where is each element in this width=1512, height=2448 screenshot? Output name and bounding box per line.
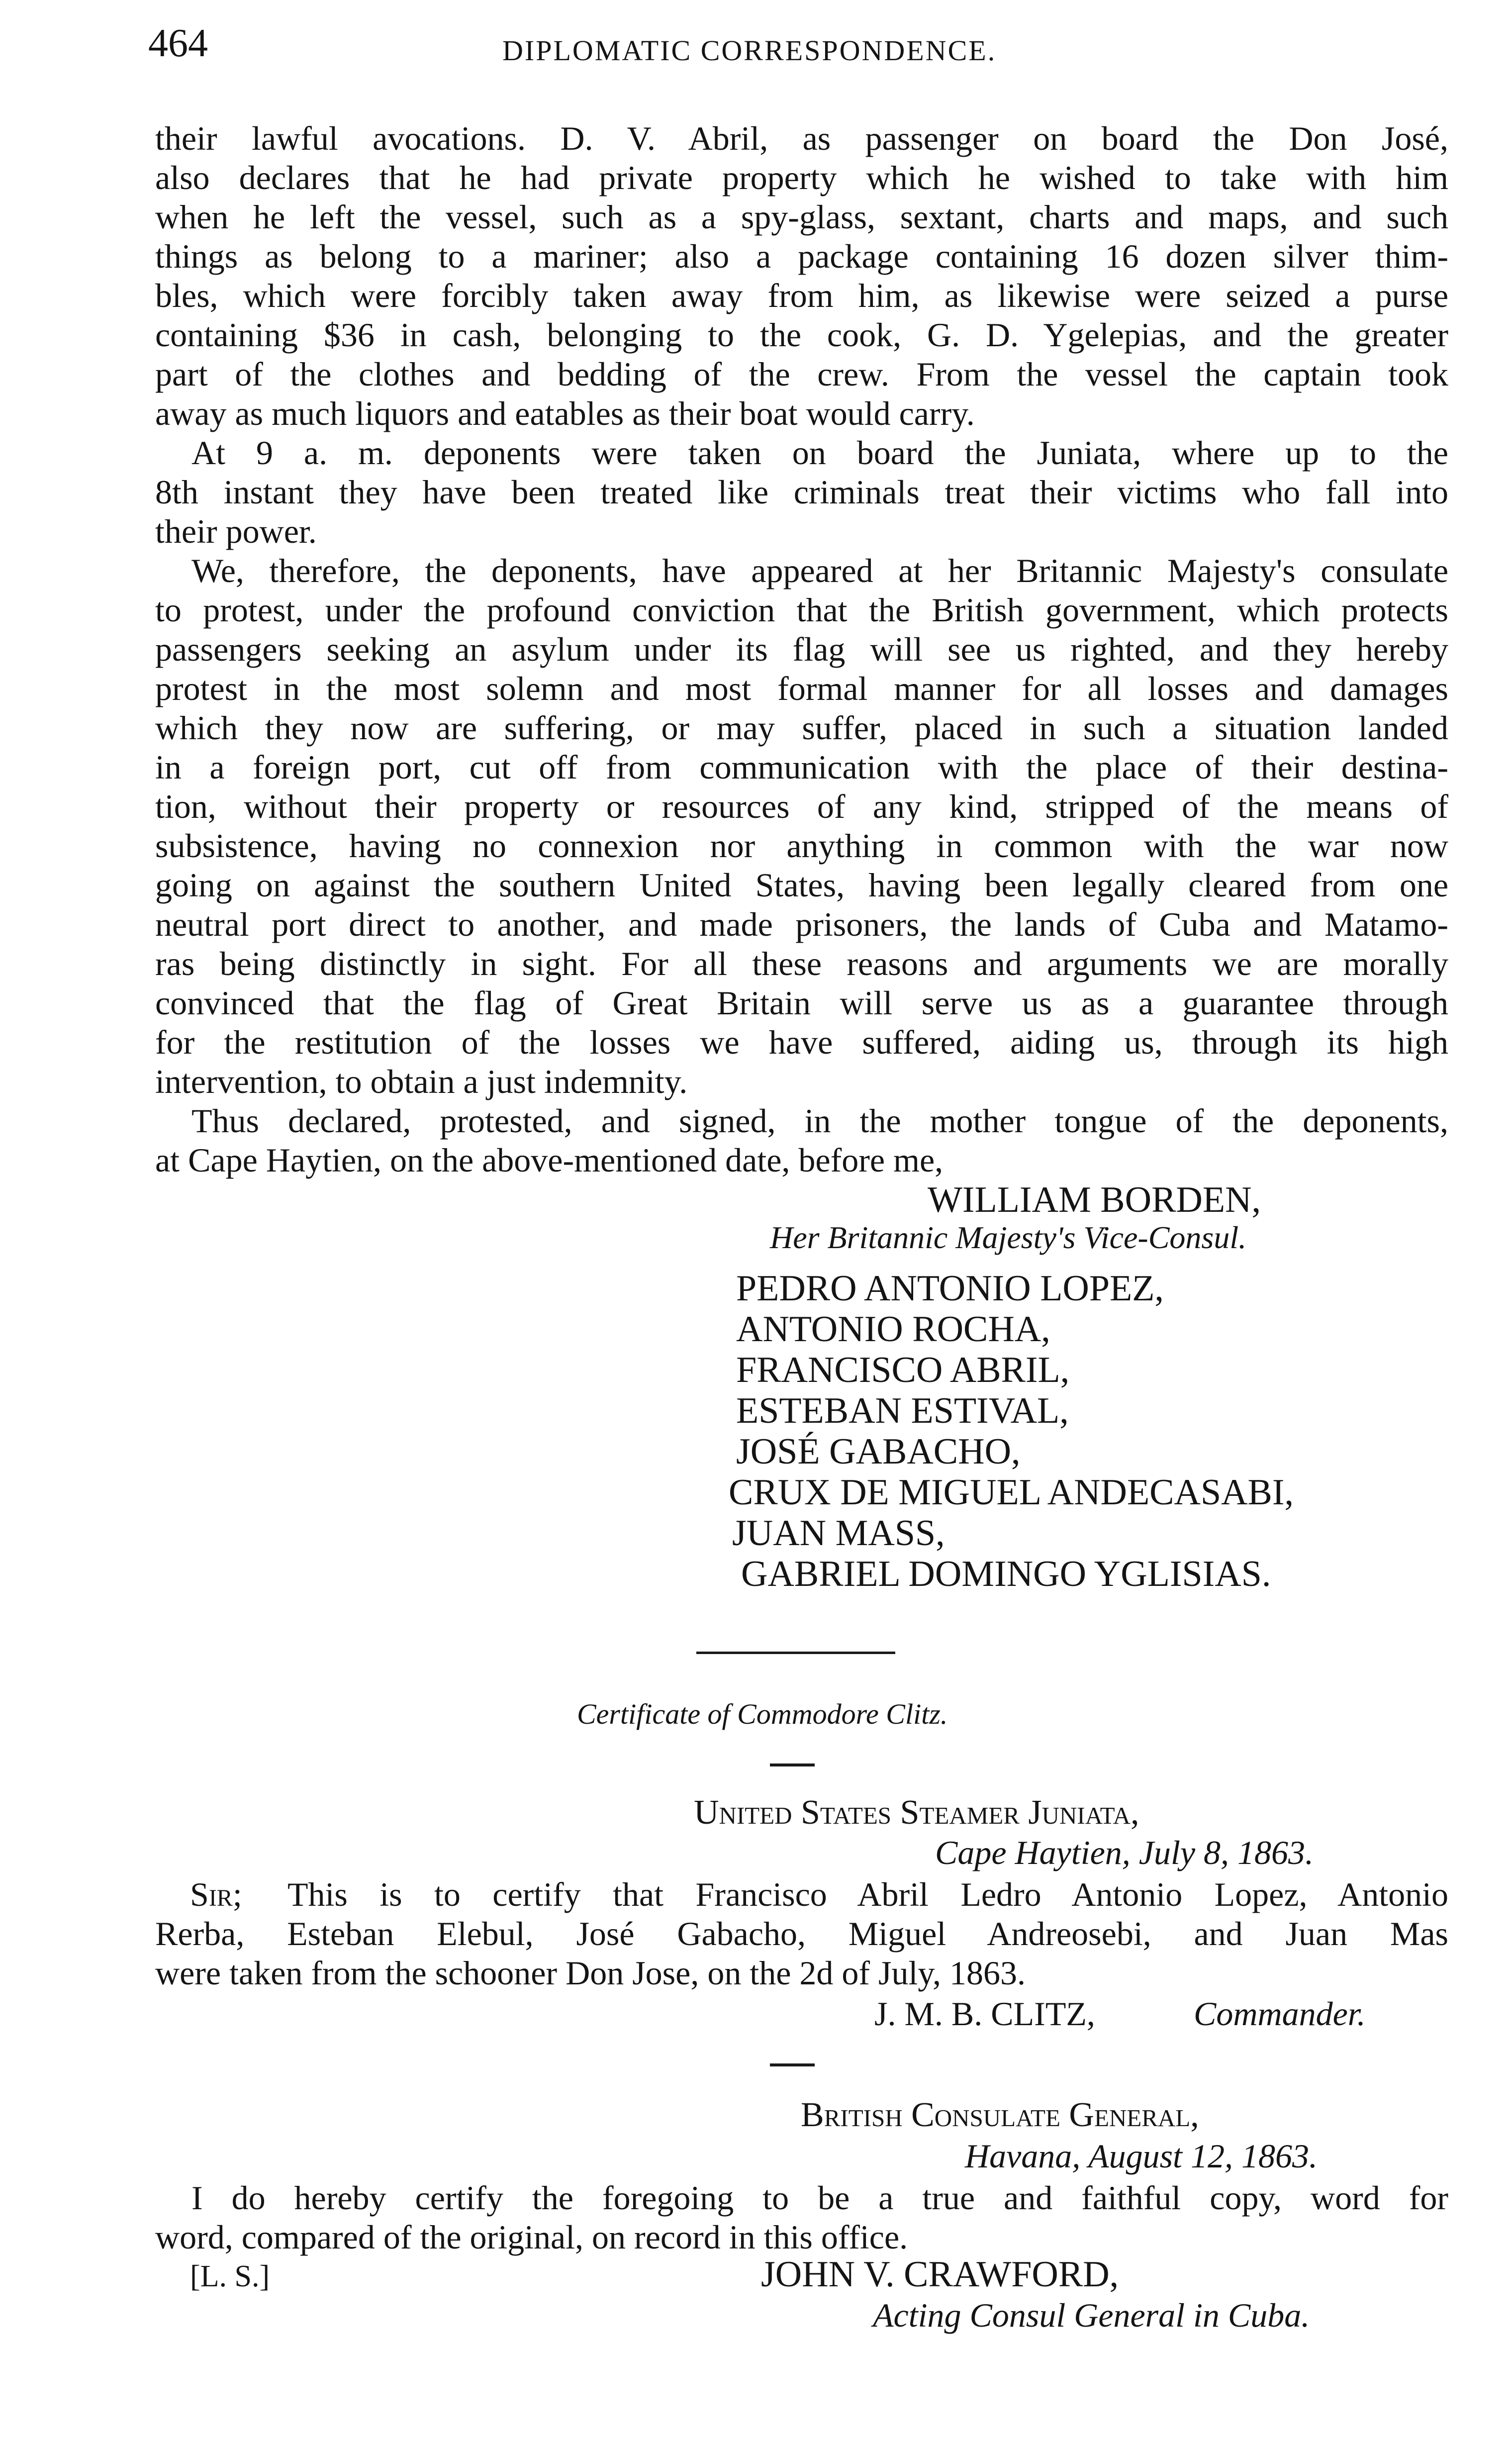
- attestation-signer-title: Acting Consul General in Cuba.: [873, 2296, 1310, 2334]
- body-line: for the restitution of the losses we have suffered, aiding us, through its high: [155, 1023, 1448, 1061]
- consul-title: Her Britannic Majesty's Vice-Consul.: [770, 1220, 1247, 1255]
- body-line: their power.: [155, 512, 317, 550]
- attestation-signer-name: JOHN V. CRAWFORD,: [761, 2254, 1119, 2295]
- body-line: to protest, under the profound conviction that the British government, which protects: [155, 591, 1448, 629]
- deponent-name: CRUX DE MIGUEL ANDECASABI,: [729, 1472, 1294, 1513]
- certificate-salutation: Sir;: [190, 1875, 242, 1913]
- attestation-line: word, compared of the original, on record in this office.: [155, 2218, 908, 2256]
- certificate-signer-name: J. M. B. CLITZ,: [874, 1995, 1095, 2033]
- page-number: 464: [148, 21, 208, 65]
- short-rule: [770, 2063, 815, 2066]
- deponent-name: JOSÉ GABACHO,: [736, 1431, 1021, 1472]
- body-line: We, therefore, the deponents, have appeared at her Britannic Majesty's consulate: [191, 552, 1448, 589]
- body-line: ras being distinctly in sight. For all these reasons and arguments we are morally: [155, 945, 1448, 982]
- body-line: At 9 a. m. deponents were taken on board the Juniata, where up to the: [191, 434, 1448, 472]
- body-line: passengers seeking an asylum under its flag will see us righted, and they hereby: [155, 630, 1448, 668]
- body-line: when he left the vessel, such as a spy-glass, sextant, charts and maps, and such: [155, 198, 1448, 236]
- certificate-heading: Certificate of Commodore Clitz.: [577, 1698, 948, 1730]
- body-line: Thus declared, protested, and signed, in the mother tongue of the deponents,: [191, 1102, 1448, 1140]
- attestation-place-date: Havana, August 12, 1863.: [965, 2137, 1318, 2175]
- body-line: also declares that he had private property which he wished to take with him: [155, 159, 1448, 196]
- deponent-name: ANTONIO ROCHA,: [736, 1309, 1050, 1350]
- body-line: intervention, to obtain a just indemnity.: [155, 1063, 688, 1100]
- body-line: which they now are suffering, or may suffer, placed in such a situation landed: [155, 709, 1448, 747]
- seal-mark: [L. S.]: [190, 2259, 270, 2293]
- certificate-line: This is to certify that Francisco Abril Ledro Antonio Lopez, Antonio: [287, 1875, 1448, 1913]
- attestation-line: I do hereby certify the foregoing to be a true and faithful copy, word for: [191, 2179, 1448, 2217]
- body-line: convinced that the flag of Great Britain will serve us as a guarantee through: [155, 984, 1448, 1022]
- body-line: bles, which were forcibly taken away from him, as likewise were seized a purse: [155, 277, 1448, 314]
- deponent-name: JUAN MASS,: [732, 1513, 945, 1554]
- body-line: subsistence, having no connexion nor anything in common with the war now: [155, 827, 1448, 865]
- body-line: in a foreign port, cut off from communication with the place of their destina-: [155, 748, 1448, 786]
- certificate-line: were taken from the schooner Don Jose, on the 2d of July, 1863.: [155, 1954, 1026, 1992]
- running-title: DIPLOMATIC CORRESPONDENCE.: [502, 34, 997, 67]
- certificate-place-date: Cape Haytien, July 8, 1863.: [935, 1834, 1314, 1871]
- attestation-office: British Consulate General,: [801, 2096, 1199, 2134]
- body-line: neutral port direct to another, and made prisoners, the lands of Cuba and Matamo-: [155, 905, 1448, 943]
- body-line: part of the clothes and bedding of the crew. From the vessel the captain took: [155, 355, 1448, 393]
- consul-name: WILLIAM BORDEN,: [928, 1179, 1261, 1220]
- short-rule: [770, 1763, 815, 1766]
- body-line: going on against the southern United States, having been legally cleared from one: [155, 866, 1448, 904]
- deponent-name: ESTEBAN ESTIVAL,: [736, 1390, 1069, 1431]
- body-line: their lawful avocations. D. V. Abril, as passenger on board the Don José,: [155, 119, 1448, 157]
- body-line: at Cape Haytien, on the above-mentioned date, before me,: [155, 1141, 944, 1179]
- body-line: things as belong to a mariner; also a package containing 16 dozen silver thim-: [155, 237, 1448, 275]
- certificate-signer-title: Commander.: [1194, 1995, 1366, 2033]
- body-line: protest in the most solemn and most formal manner for all losses and damages: [155, 670, 1448, 707]
- certificate-line: Rerba, Esteban Elebul, José Gabacho, Miguel Andreosebi, and Juan Mas: [155, 1915, 1448, 1953]
- deponent-name: FRANCISCO ABRIL,: [736, 1350, 1070, 1390]
- section-divider: [696, 1652, 895, 1654]
- body-line: tion, without their property or resources of any kind, stripped of the means of: [155, 787, 1448, 825]
- body-line: containing $36 in cash, belonging to the cook, G. D. Ygelepias, and the greater: [155, 316, 1448, 354]
- body-line: 8th instant they have been treated like criminals treat their victims who fall into: [155, 473, 1448, 511]
- certificate-vessel: United States Steamer Juniata,: [694, 1793, 1139, 1832]
- body-line: away as much liquors and eatables as their boat would carry.: [155, 394, 975, 432]
- deponent-name: GABRIEL DOMINGO YGLISIAS.: [741, 1554, 1271, 1594]
- deponent-name: PEDRO ANTONIO LOPEZ,: [736, 1268, 1164, 1309]
